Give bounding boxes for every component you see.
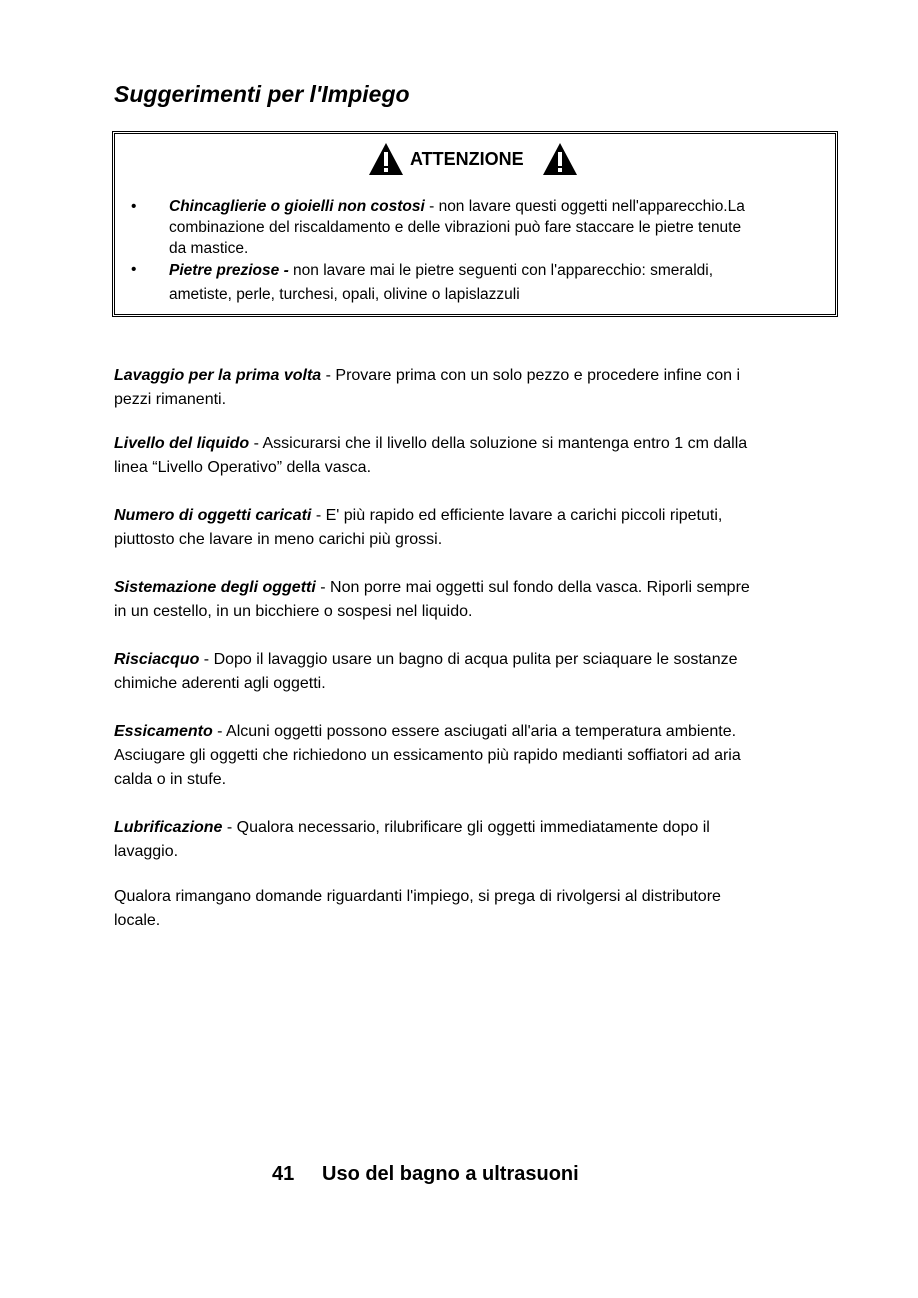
warning-title: ATTENZIONE — [410, 149, 524, 169]
tip-line — [114, 720, 834, 744]
tip-line — [114, 576, 834, 600]
warning-item-line — [169, 259, 835, 283]
tip-term: Sistemazione degli oggetti — [114, 579, 316, 596]
tip-paragraph — [114, 432, 834, 480]
tip-term: Numero di oggetti caricati — [114, 507, 312, 524]
closing-line: Qualora rimangano domande riguardanti l'impiego, si prega di rivolgersi al distributore — [114, 888, 721, 905]
tip-line — [114, 432, 834, 456]
page-title: Suggerimenti per l'Impiego — [114, 81, 410, 107]
tip-paragraph — [114, 504, 834, 552]
tip-text: - Non porre mai oggetti sul fondo della vasca. Riporli sempre — [315, 579, 750, 596]
tip-term: Risciacquo — [114, 651, 200, 668]
page-footer — [272, 1160, 579, 1188]
tip-term: Lubrificazione — [114, 819, 223, 836]
tip-line: piuttosto che lavare in meno carichi più grossi. — [114, 531, 443, 548]
tip-paragraph — [114, 816, 834, 864]
warning-item-term: Chincaglierie o gioielli non costosi — [169, 198, 425, 215]
footer-title: Uso del bagno a ultrasuoni — [322, 1163, 579, 1185]
tip-line: lavaggio. — [114, 843, 179, 860]
closing-paragraph — [114, 885, 834, 933]
tip-paragraph — [114, 364, 834, 412]
warning-item — [115, 259, 835, 307]
bullet: • — [131, 261, 137, 278]
warning-item-term: Pietre preziose - — [169, 262, 289, 279]
tip-term: Livello del liquido — [114, 435, 250, 452]
warning-item-line: ametiste, perle, turchesi, opali, olivine o lapislazzuli — [169, 286, 520, 303]
tip-line: linea “Livello Operativo” della vasca. — [114, 459, 372, 476]
tip-line: Asciugare gli oggetti che richiedono un essicamento più rapido medianti soffiatori ad aria — [114, 747, 741, 764]
tip-term: Essicamento — [114, 723, 213, 740]
tip-line — [114, 648, 834, 672]
page-number: 41 — [272, 1163, 295, 1185]
tip-line: chimiche aderenti agli oggetti. — [114, 675, 326, 692]
tip-paragraph — [114, 648, 834, 696]
tip-line — [114, 504, 834, 528]
tip-text: - Assicurarsi che il livello della soluzione si mantenga entro 1 cm dalla — [249, 435, 748, 452]
warning-triangle-icon — [368, 142, 404, 176]
tip-text: - Dopo il lavaggio usare un bagno di acqua pulita per sciaquare le sostanze — [199, 651, 738, 668]
warning-list — [115, 196, 835, 307]
tip-line: calda o in stufe. — [114, 771, 227, 788]
tip-term: Lavaggio per la prima volta — [114, 367, 322, 384]
warning-triangle-icon — [542, 142, 578, 176]
tip-text: - Alcuni oggetti possono essere asciugati all'aria a temperatura ambiente. — [212, 723, 737, 740]
warning-item-line: da mastice. — [169, 240, 249, 257]
tip-line: in un cestello, in un bicchiere o sospesi nel liquido. — [114, 603, 473, 620]
warning-item-line — [169, 196, 835, 217]
warning-item-line: combinazione del riscaldamento e delle vibrazioni può fare staccare le pietre tenute — [169, 219, 742, 236]
closing-line: locale. — [114, 912, 161, 929]
tip-text: - E' più rapido ed efficiente lavare a carichi piccoli ripetuti, — [311, 507, 723, 524]
tip-line — [114, 816, 834, 840]
warning-header — [368, 139, 578, 179]
warning-item — [115, 196, 835, 259]
tip-line: pezzi rimanenti. — [114, 391, 227, 408]
tip-line — [114, 364, 834, 388]
tip-text: - Qualora necessario, rilubrificare gli oggetti immediatamente dopo il — [222, 819, 710, 836]
warning-item-text: non lavare mai le pietre seguenti con l'apparecchio: smeraldi, — [288, 262, 714, 279]
tip-paragraph — [114, 720, 834, 792]
bullet: • — [131, 198, 137, 215]
tip-text: - Provare prima con un solo pezzo e procedere infine con i — [321, 367, 741, 384]
warning-item-text: - non lavare questi oggetti nell'apparecchio.La — [424, 198, 745, 215]
warning-box — [112, 131, 838, 317]
tip-paragraph — [114, 576, 834, 624]
